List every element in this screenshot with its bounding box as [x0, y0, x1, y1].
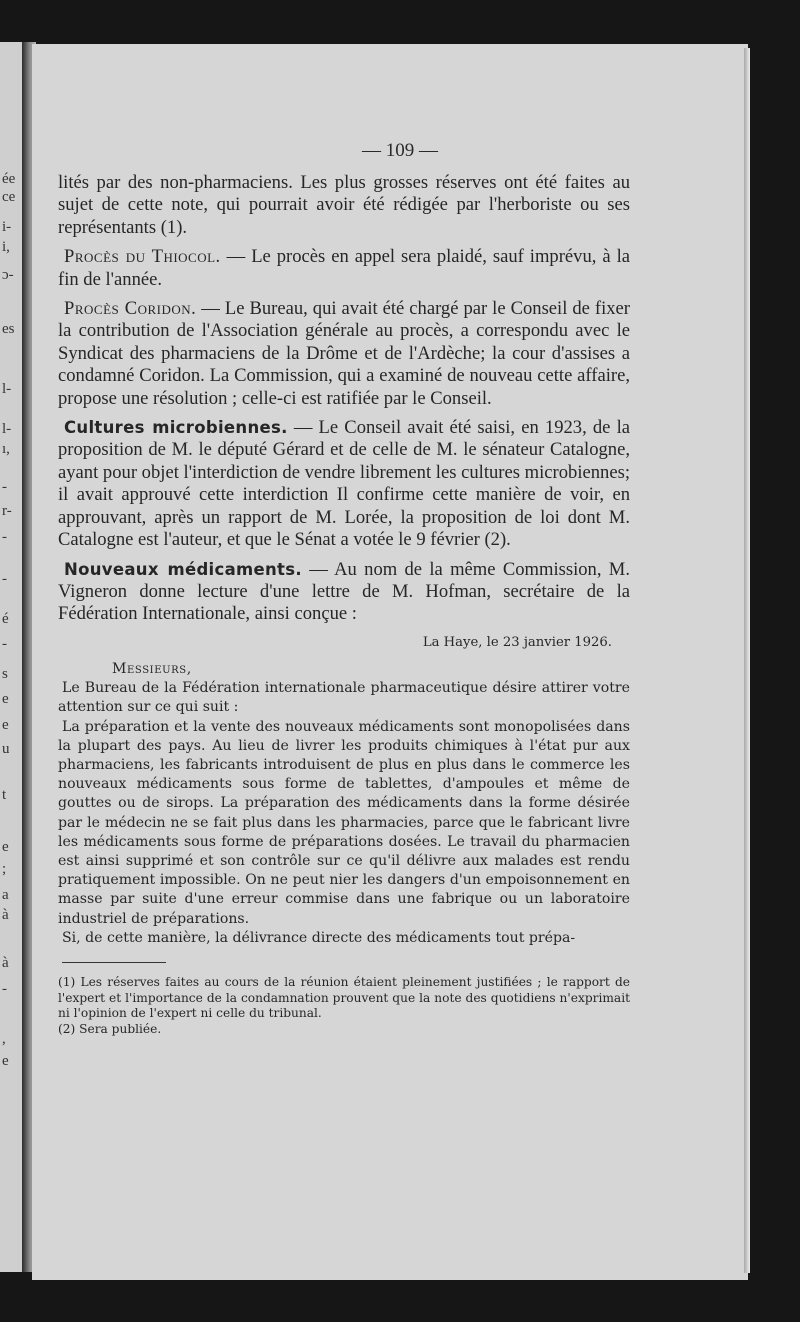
facing-page-fragment: i, [2, 239, 10, 255]
facing-page-fragment: ı, [2, 441, 10, 457]
letter-paragraph: Si, de cette manière, la délivrance directe des médicaments tout prépa- [62, 929, 576, 946]
facing-page-fragment: - [2, 479, 7, 495]
quoted-letter [58, 633, 630, 948]
letter-paragraph: Le Bureau de la Fédération internationale pharmaceutique désire attirer votre attention sur ce qui suit : [58, 680, 630, 716]
facing-page-fragment: t [2, 787, 7, 803]
facing-page-fragment: es [2, 321, 15, 337]
footnote-rule [62, 962, 166, 963]
paragraph-continuation: lités par des non-pharmaciens. Les plus grosses réserves ont été faites au sujet de cette note, qui pourrait avoir été rédigée par l'herboriste ou ses représentants (1). [58, 172, 630, 238]
footnotes [58, 975, 630, 1037]
facing-page-fragment: u [2, 741, 10, 757]
facing-page-fragment: e [2, 1053, 9, 1069]
facing-page-fragment: ɔ- [2, 267, 14, 283]
paragraph-text: — Le procès en appel sera plaidé, sauf imprévu, à la fin de l'année. [58, 246, 630, 290]
facing-page-fragment: l- [2, 421, 12, 437]
facing-page-fragment: , [2, 1031, 6, 1047]
paragraph-medicaments [58, 559, 630, 626]
facing-page-fragment: e [2, 717, 9, 733]
footnote-1: (1) Les réserves faites au cours de la réunion étaient pleinement justifiées ; le rapport de l'expert et l'importance de la condamnation prouvent que la note des quotidiens n'exprimait ni l'opinion de l'expert ni celle du tribunal. [58, 974, 630, 1021]
section-head-coridon: Procès Coridon. [64, 298, 197, 320]
facing-page-fragment: - [2, 529, 7, 545]
facing-page-fragment: ée [2, 171, 16, 187]
facing-page-fragment: s [2, 666, 8, 682]
facing-page-fragment: - [2, 636, 7, 652]
paragraph-text: — Le Bureau, qui avait été chargé par le Conseil de fixer la contribution de l'Association générale au procès, a correspondu avec le Syndicat des pharmaciens de la Drôme et de l'Ardèche; la cour d'assises a condamné Coridon. La Commission, qui a examiné de nouveau cette affaire, propose une résolution ; celle-ci est ratifiée par le Conseil. [58, 298, 630, 409]
page-text [58, 172, 630, 1037]
page-number: — 109 — [362, 140, 438, 161]
letter-paragraph: La préparation et la vente des nouveaux médicaments sont monopolisées dans la plupart des pays. Au lieu de livrer les produits chimiques à l'état pur aux pharmaciens, les fabricants introduisent de plus en plus dans le commerce les nouveaux médicaments sous forme de tablettes, d'ampoules et même de gouttes ou de sirops. La préparation des médicaments dans la forme désirée par le médecin ne se fait plus dans les pharmacies, parce que le fabricant livre les médicaments sous forme de préparations dosées. Le travail du pharmacien est ainsi supprimé et son contrôle sur ce qu'il délivre aux malades est rendu pratiquement impossible. On ne peut nier les dangers d'un empoisonnement en masse par suite d'une erreur commise dans une fabrique ou un laboratoire industriel de préparations. [58, 718, 630, 927]
facing-page-fragment: ce [2, 189, 16, 205]
facing-page-fragment: r- [2, 503, 12, 519]
paragraph-thiocol [58, 246, 630, 291]
paragraph-cultures [58, 417, 630, 551]
body-text [58, 172, 630, 626]
paragraph-text: — Au nom de la même Commission, M. Vigneron donne lecture d'une lettre de M. Hofman, secrétaire de la Fédération Internationale, ainsi conçue : [58, 558, 630, 625]
letter-dateline: La Haye, le 23 janvier 1926. [422, 634, 612, 650]
paragraph-text: — Le Conseil avait été saisi, en 1923, de la proposition de M. le député Gérard et de celle de M. le sénateur Catalogne, ayant pour objet l'interdiction de vendre librement les cultures microbiennes; il avait approuvé cette interdiction Il confirme cette manière de voir, en approuvant, après un rapport de M. Lorée, la proposition de loi dont M. Catalogne est l'auteur, et que le Sénat a votée le 9 février (2). [58, 417, 630, 551]
paragraph-coridon [58, 298, 630, 410]
section-head-cultures: Cultures microbiennes. [64, 418, 288, 438]
facing-page-fragment: l- [2, 381, 12, 397]
facing-page-fragment: à [2, 907, 9, 923]
facing-page-fragment: é [2, 611, 9, 627]
facing-page-fragment: e [2, 691, 9, 707]
section-head-medicaments: Nouveaux médicaments. [64, 559, 302, 579]
page-edge [744, 48, 750, 1273]
letter-salutation: Messieurs, [112, 660, 192, 677]
facing-page-fragment: ; [2, 861, 7, 877]
facing-page-fragment: - [2, 571, 7, 587]
footnote-2: (2) Sera publiée. [58, 1021, 162, 1036]
facing-page-fragment: e [2, 839, 9, 855]
section-head-thiocol: Procès du Thiocol. [64, 246, 221, 268]
facing-page-edge [0, 42, 22, 1272]
facing-page-fragment: a [2, 887, 9, 903]
facing-page-fragment: - [2, 981, 7, 997]
facing-page-fragment: i- [2, 219, 12, 235]
facing-page-fragment: à [2, 955, 9, 971]
